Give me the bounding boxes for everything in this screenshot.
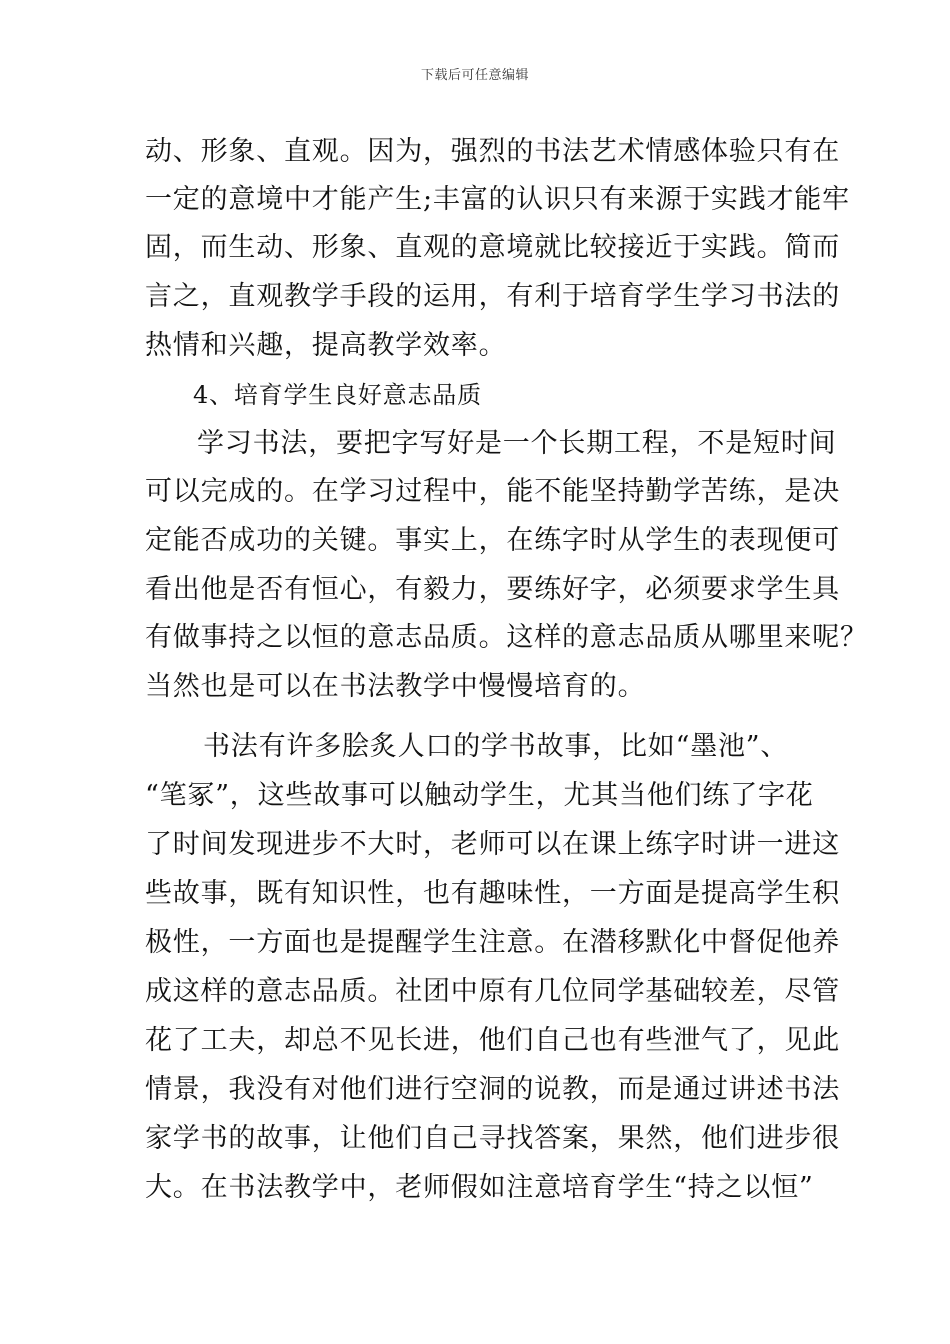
- body-line: 有做事持之以恒的意志品质。这样的意志品质从哪里来呢？: [145, 622, 868, 653]
- body-line: 固，而生动、形象、直观的意境就比较接近于实践。简而: [145, 232, 840, 263]
- body-line: 动、形象、直观。因为，强烈的书法艺术情感体验只有在: [145, 136, 840, 167]
- body-line: 情景，我没有对他们进行空洞的说教，而是通过讲述书法: [145, 1074, 840, 1105]
- body-line: 成这样的意志品质。社团中原有几位同学基础较差，尽管: [145, 976, 840, 1007]
- body-line: 当然也是可以在书法教学中慢慢培育的。: [145, 671, 646, 702]
- body-line: 看出他是否有恒心，有毅力，要练好字，必须要求学生具: [145, 574, 840, 605]
- body-line: 可以完成的。在学习过程中，能不能坚持勤学苦练，是决: [145, 476, 840, 507]
- body-line: 极性，一方面也是提醒学生注意。在潜移默化中督促他养: [145, 927, 840, 958]
- paragraph-first-line: 书法有许多脍炙人口的学书故事，比如“墨池”、: [203, 731, 789, 762]
- body-line: 定能否成功的关键。事实上，在练字时从学生的表现便可: [145, 525, 840, 556]
- body-line: “笔冢”，这些故事可以触动学生，尤其当他们练了字花: [145, 780, 814, 811]
- body-line: 些故事，既有知识性，也有趣味性，一方面是提高学生积: [145, 878, 840, 909]
- paragraph-first-line: 学习书法，要把字写好是一个长期工程，不是短时间: [197, 428, 837, 459]
- body-line: 一定的意境中才能产生;丰富的认识只有来源于实践才能牢: [145, 184, 850, 215]
- page-header: 下载后可任意编辑: [420, 68, 529, 83]
- body-line: 花了工夫，却总不见长进，他们自己也有些泄气了，见此: [145, 1025, 840, 1056]
- body-line: 言之，直观教学手段的运用，有利于培育学生学习书法的: [145, 281, 840, 312]
- body-line: 家学书的故事，让他们自己寻找答案，果然，他们进步很: [145, 1123, 840, 1154]
- body-line: 大。在书法教学中，老师假如注意培育学生“持之以恒”: [145, 1172, 814, 1203]
- section-heading: 4、培育学生良好意志品质: [193, 381, 482, 409]
- body-line: 了时间发现进步不大时，老师可以在课上练字时讲一进这: [145, 829, 840, 860]
- body-line: 热情和兴趣，提高教学效率。: [145, 330, 507, 361]
